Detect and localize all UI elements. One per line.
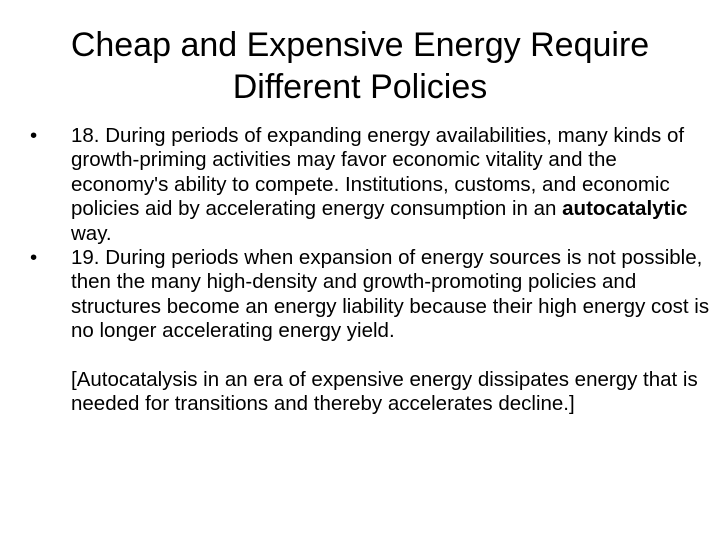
slide-title: Cheap and Expensive Energy Require Different Policies <box>70 26 650 106</box>
bullet-item-18 <box>30 124 710 246</box>
bullet-text-18-end: way. <box>71 221 112 245</box>
bullet-list <box>30 124 710 344</box>
bullet-text-19: 19. During periods when expansion of energy sources is not possible, then the many high-density and growth-promoting policies and structures become an energy liability because their high energy cost is no longer accelerating energy yield. <box>71 246 710 343</box>
bullet-text-18-start: 18. During periods of expanding energy availabilities, many kinds of growth-priming activities may favor economic vitality and the economy's ability to compete. Institutions, customs, and economic policies aid by accelerating energy consumption in an <box>71 124 685 221</box>
bracketed-note: [Autocatalysis in an era of expensive energy dissipates energy that is needed for transitions and thereby accelerates decline.] <box>71 367 698 416</box>
slide-body <box>30 124 710 416</box>
bullet-glyph: • <box>30 246 38 270</box>
bullet-glyph: • <box>30 124 38 147</box>
autocatalytic-emphasis: autocatalytic <box>562 197 688 221</box>
bullet-item-19 <box>30 246 710 344</box>
